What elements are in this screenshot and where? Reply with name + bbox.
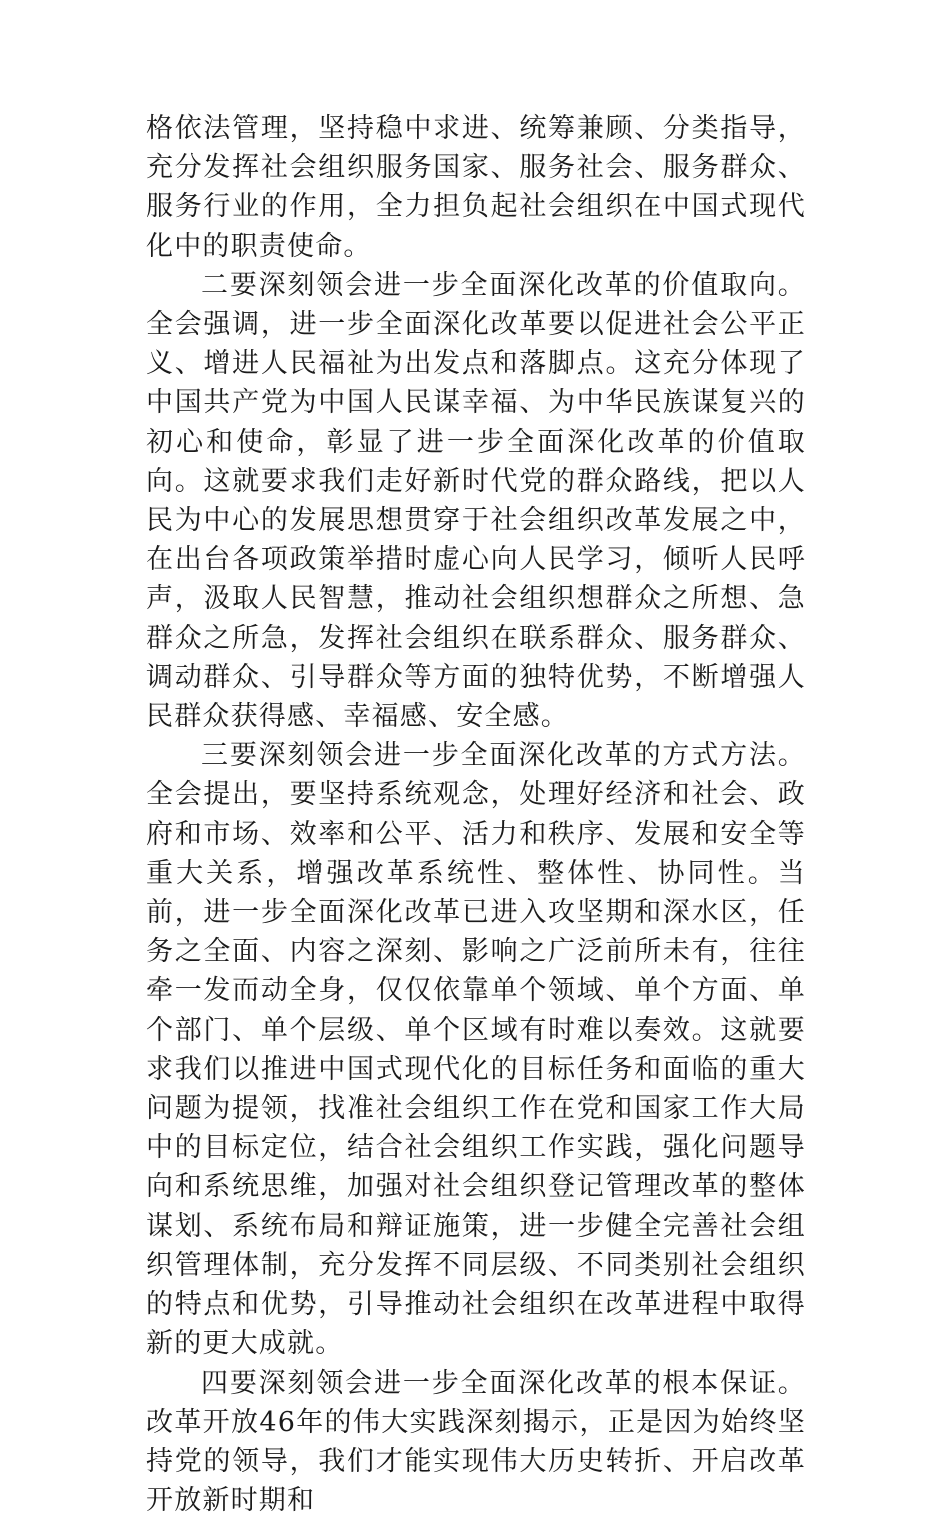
paragraph-continuation: 格依法管理，坚持稳中求进、统筹兼顾、分类指导，充分发挥社会组织服务国家、服务社会、服务群众、服务行业的作用，全力担负起社会组织在中国式现代化中的职责使命。	[146, 109, 806, 266]
document-page	[146, 109, 806, 1520]
paragraph-methods: 三要深刻领会进一步全面深化改革的方式方法。全会提出，要坚持系统观念，处理好经济和社会、政府和市场、效率和公平、活力和秩序、发展和安全等重大关系，增强改革系统性、整体性、协同性。当前，进一步全面深化改革已进入攻坚期和深水区，任务之全面、内容之深刻、影响之广泛前所未有，往往牵一发而动全身，仅仅依靠单个领域、单个方面、单个部门、单个层级、单个区域有时难以奏效。这就要求我们以推进中国式现代化的目标任务和面临的重大问题为提领，找准社会组织工作在党和国家工作大局中的目标定位，结合社会组织工作实践，强化问题导向和系统思维，加强对社会组织登记管理改革的整体谋划、系统布局和辩证施策，进一步健全完善社会组织管理体制，充分发挥不同层级、不同类别社会组织的特点和优势，引导推动社会组织在改革进程中取得新的更大成就。	[146, 736, 806, 1363]
paragraph-value-orientation: 二要深刻领会进一步全面深化改革的价值取向。全会强调，进一步全面深化改革要以促进社会公平正义、增进人民福祉为出发点和落脚点。这充分体现了中国共产党为中国人民谋幸福、为中华民族谋复兴的初心和使命，彰显了进一步全面深化改革的价值取向。这就要求我们走好新时代党的群众路线，把以人民为中心的发展思想贯穿于社会组织改革发展之中，在出台各项政策举措时虚心向人民学习，倾听人民呼声，汲取人民智慧，推动社会组织想群众之所想、急群众之所急，发挥社会组织在联系群众、服务群众、调动群众、引导群众等方面的独特优势，不断增强人民群众获得感、幸福感、安全感。	[146, 266, 806, 736]
paragraph-fundamental-guarantee: 四要深刻领会进一步全面深化改革的根本保证。改革开放46年的伟大实践深刻揭示，正是因为始终坚持党的领导，我们才能实现伟大历史转折、开启改革开放新时期和	[146, 1364, 806, 1520]
